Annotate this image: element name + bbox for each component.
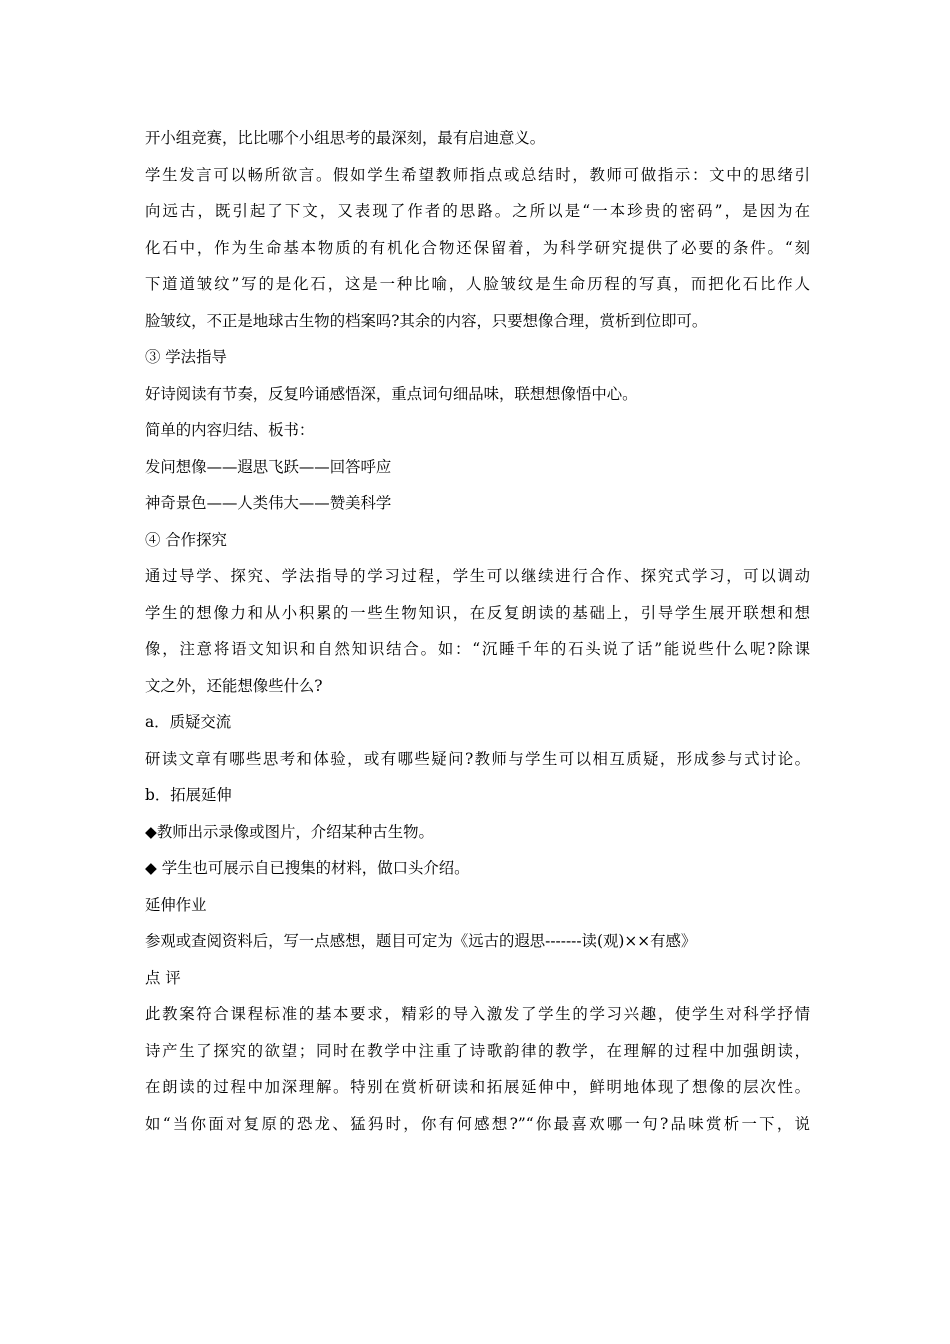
section-heading: ④ 合作探究	[145, 530, 227, 549]
paragraph-line: 向远古，既引起了下文，又表现了作者的思路。之所以是“一本珍贵的密码”，是因为在	[145, 202, 810, 220]
paragraph-line: 研读文章有哪些思考和体验，或有哪些疑问?教师与学生可以相互质疑，形成参与式讨论。	[145, 749, 810, 768]
paragraph-line: 脸皱纹，不正是地球古生物的档案吗?其余的内容，只要想像合理，赏析到位即可。	[145, 311, 708, 330]
section-heading: ③ 学法指导	[145, 348, 227, 366]
paragraph-line: 如“当你面对复原的恐龙、猛犸时，你有何感想?”“你最喜欢哪一句?品味赏析一下，说	[145, 1114, 810, 1133]
board-note-line: 神奇景色——人类伟大——赞美科学	[145, 494, 392, 512]
paragraph-line: 参观或查阅资料后，写一点感想，题目可定为《远古的遐思-------读(观)××有感》	[145, 932, 697, 950]
bullet-item: ◆教师出示录像或图片，介绍某种古生物。	[145, 822, 434, 841]
section-heading: 点 评	[145, 968, 181, 987]
paragraph-line: 下道道皱纹”写的是化石，这是一种比喻，人脸皱纹是生命历程的写真，而把化石比作人	[145, 275, 810, 293]
paragraph-line: 在朗读的过程中加深理解。特别在赏析研读和拓展延伸中，鲜明地体现了想像的层次性。	[145, 1078, 810, 1096]
subsection-heading: a．质疑交流	[145, 713, 232, 731]
board-note-line: 发问想像——遐思飞跃——回答呼应	[145, 457, 392, 476]
paragraph-line: 通过导学、探究、学法指导的学习过程，学生可以继续进行合作、探究式学习，可以调动	[145, 567, 810, 585]
paragraph-line: 诗产生了探究的欲望；同时在教学中注重了诗歌韵律的教学，在理解的过程中加强朗读，	[145, 1041, 810, 1060]
section-heading: 延伸作业	[145, 895, 207, 914]
paragraph-line: 像，注意将语文知识和自然知识结合。如：“沉睡千年的石头说了话”能说些什么呢?除课	[145, 640, 810, 658]
paragraph-line: 学生发言可以畅所欲言。假如学生希望教师指点或总结时，教师可做指示：文中的思绪引	[145, 165, 810, 184]
paragraph-line: 此教案符合课程标准的基本要求，精彩的导入激发了学生的学习兴趣，使学生对科学抒情	[145, 1005, 810, 1023]
paragraph-line: 学生的想像力和从小积累的一些生物知识，在反复朗读的基础上，引导学生展开联想和想	[145, 603, 810, 622]
paragraph-line: 文之外，还能想像些什么?	[145, 676, 323, 695]
paragraph-line: 开小组竞赛，比比哪个小组思考的最深刻，最有启迪意义。	[145, 129, 546, 147]
paragraph-line: 好诗阅读有节奏，反复吟诵感悟深，重点词句细品味，联想想像悟中心。	[145, 384, 638, 403]
document-body	[145, 120, 810, 1142]
bullet-item: ◆ 学生也可展示自已搜集的材料，做口头介绍。	[145, 859, 470, 877]
paragraph-line: 简单的内容归结、板书：	[145, 421, 315, 439]
paragraph-line: 化石中，作为生命基本物质的有机化合物还保留着，为科学研究提供了必要的条件。“刻	[145, 238, 810, 257]
subsection-heading: b．拓展延伸	[145, 786, 232, 804]
